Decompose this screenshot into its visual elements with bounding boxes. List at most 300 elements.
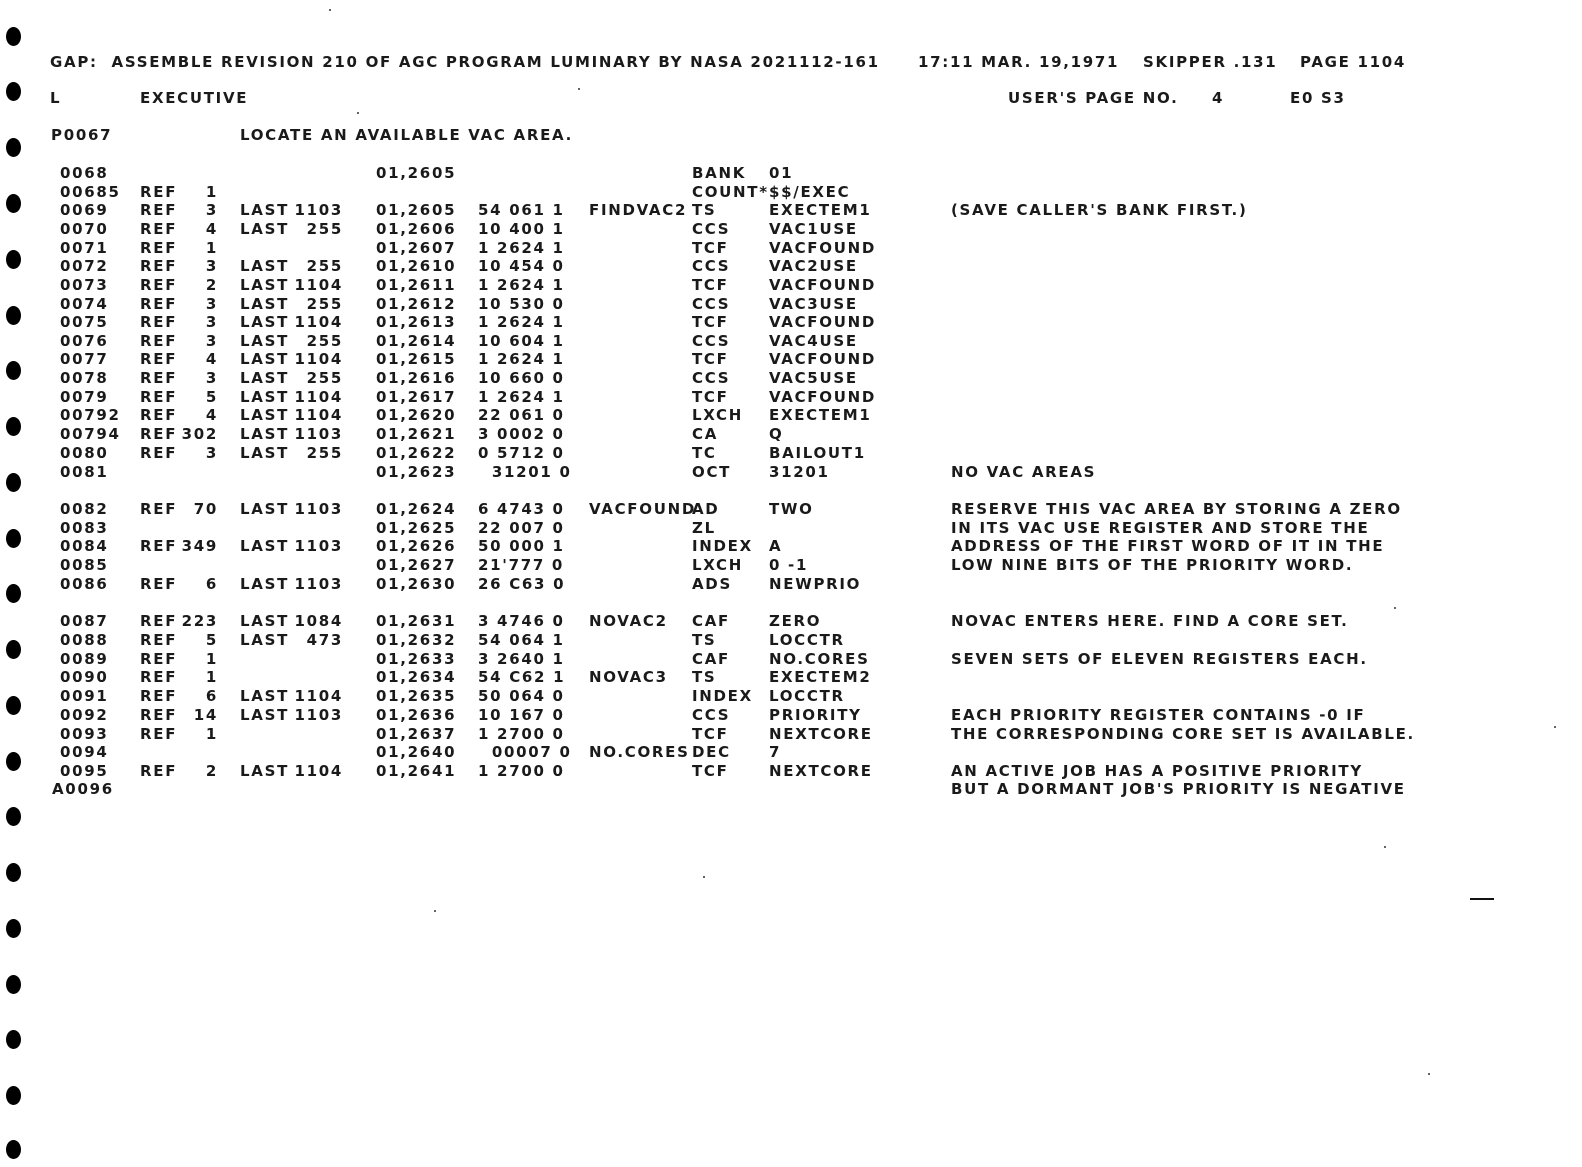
ref-marker: REF xyxy=(140,650,178,668)
ref-marker: REF xyxy=(140,444,178,462)
operand: VACFOUND xyxy=(769,350,876,368)
opcode: TC xyxy=(692,444,717,462)
opcode: AD xyxy=(692,500,720,518)
line-number: 0074 xyxy=(60,295,109,313)
operand: NO.CORES xyxy=(769,650,870,668)
punch-hole xyxy=(6,863,21,882)
last-page: 1103 xyxy=(294,425,343,443)
punch-hole xyxy=(6,82,21,101)
comment: NO VAC AREAS xyxy=(951,463,1097,481)
object-code: 1 2624 1 xyxy=(478,350,565,368)
object-code: 54 061 1 xyxy=(478,201,565,219)
last-page: 255 xyxy=(306,444,343,462)
ref-marker: REF xyxy=(140,220,178,238)
section-name: EXECUTIVE xyxy=(140,89,249,107)
address: 01,2613 xyxy=(376,313,457,331)
operand: TWO xyxy=(769,500,814,518)
scan-speck xyxy=(703,876,705,878)
comment: IN ITS VAC USE REGISTER AND STORE THE xyxy=(951,519,1370,537)
ref-count: 2 xyxy=(205,276,218,294)
ref-marker: REF xyxy=(140,183,178,201)
ref-count: 3 xyxy=(205,257,218,275)
last-page: 1104 xyxy=(294,388,343,406)
punch-hole xyxy=(6,696,21,715)
last-page: 1103 xyxy=(294,537,343,555)
address: 01,2605 xyxy=(376,164,457,182)
opcode: LXCH xyxy=(692,556,743,574)
heading-text: LOCATE AN AVAILABLE VAC AREA. xyxy=(240,126,574,144)
ref-marker: REF xyxy=(140,631,178,649)
last-marker: LAST xyxy=(240,631,290,649)
opcode: TCF xyxy=(692,239,729,257)
punch-hole xyxy=(6,640,21,659)
ref-marker: REF xyxy=(140,687,178,705)
users-page-label: USER'S PAGE NO. xyxy=(1008,89,1179,107)
address: 01,2627 xyxy=(376,556,457,574)
last-marker: LAST xyxy=(240,706,290,724)
opcode: TCF xyxy=(692,762,729,780)
punch-hole xyxy=(6,306,21,325)
last-marker: LAST xyxy=(240,500,290,518)
address: 01,2620 xyxy=(376,406,457,424)
line-number: 0070 xyxy=(60,220,109,238)
object-code: 3 2640 1 xyxy=(478,650,565,668)
last-marker: LAST xyxy=(240,575,290,593)
line-number: 0077 xyxy=(60,350,109,368)
ref-count: 223 xyxy=(181,612,218,630)
last-page: 255 xyxy=(306,220,343,238)
listing-title: GAP: ASSEMBLE REVISION 210 OF AGC PROGRAM LUMINARY BY NASA 2021112-161 xyxy=(50,53,880,71)
ref-marker: REF xyxy=(140,276,178,294)
line-number: 0080 xyxy=(60,444,109,462)
operand: EXECTEM2 xyxy=(769,668,872,686)
punch-hole xyxy=(6,807,21,826)
last-page: 1104 xyxy=(294,350,343,368)
last-marker: LAST xyxy=(240,369,290,387)
operand: VACFOUND xyxy=(769,388,876,406)
address: 01,2626 xyxy=(376,537,457,555)
last-marker: LAST xyxy=(240,332,290,350)
object-code: 10 454 0 xyxy=(478,257,565,275)
object-code: 3 0002 0 xyxy=(478,425,565,443)
last-marker: LAST xyxy=(240,406,290,424)
operand: VACFOUND xyxy=(769,239,876,257)
object-code: 1 2624 1 xyxy=(478,276,565,294)
last-page: 473 xyxy=(306,631,343,649)
object-code: 54 064 1 xyxy=(478,631,565,649)
ref-marker: REF xyxy=(140,332,178,350)
last-marker: LAST xyxy=(240,350,290,368)
last-marker: LAST xyxy=(240,257,290,275)
comment: LOW NINE BITS OF THE PRIORITY WORD. xyxy=(951,556,1354,574)
last-page: 1104 xyxy=(294,687,343,705)
last-page: 1104 xyxy=(294,762,343,780)
ref-count: 2 xyxy=(205,762,218,780)
line-number: 0088 xyxy=(60,631,109,649)
object-code: 10 530 0 xyxy=(478,295,565,313)
scan-speck xyxy=(1384,846,1386,848)
address: 01,2606 xyxy=(376,220,457,238)
opcode: TCF xyxy=(692,725,729,743)
last-page: 255 xyxy=(306,295,343,313)
punch-hole xyxy=(6,752,21,771)
ref-marker: REF xyxy=(140,500,178,518)
address: 01,2623 xyxy=(376,463,457,481)
punch-hole xyxy=(6,1086,21,1105)
opcode: OCT xyxy=(692,463,732,481)
punch-hole xyxy=(6,473,21,492)
line-number: 0084 xyxy=(60,537,109,555)
object-code: 00007 0 xyxy=(478,743,572,761)
opcode: TS xyxy=(692,201,717,219)
address: 01,2621 xyxy=(376,425,457,443)
scan-speck xyxy=(1428,1073,1430,1075)
address: 01,2617 xyxy=(376,388,457,406)
address: 01,2610 xyxy=(376,257,457,275)
opcode: ADS xyxy=(692,575,732,593)
line-number: 0081 xyxy=(60,463,109,481)
opcode: CCS xyxy=(692,257,731,275)
opcode: INDEX xyxy=(692,687,753,705)
last-page: 1104 xyxy=(294,313,343,331)
line-number: 0071 xyxy=(60,239,109,257)
operand: LOCCTR xyxy=(769,631,845,649)
object-code: 10 167 0 xyxy=(478,706,565,724)
last-page: 1103 xyxy=(294,706,343,724)
operand: 31201 xyxy=(769,463,830,481)
ref-count: 5 xyxy=(205,388,218,406)
ref-marker: REF xyxy=(140,725,178,743)
comment: BUT A DORMANT JOB'S PRIORITY IS NEGATIVE xyxy=(951,780,1406,798)
opcode: TCF xyxy=(692,388,729,406)
ref-count: 1 xyxy=(205,239,218,257)
ref-count: 4 xyxy=(205,406,218,424)
operand: BAILOUT1 xyxy=(769,444,866,462)
object-code: 1 2700 0 xyxy=(478,762,565,780)
line-number: 0086 xyxy=(60,575,109,593)
last-marker: LAST xyxy=(240,687,290,705)
page-number: PAGE 1104 xyxy=(1300,53,1407,71)
ref-count: 6 xyxy=(205,687,218,705)
ref-count: 3 xyxy=(205,369,218,387)
line-number: 0089 xyxy=(60,650,109,668)
ref-count: 3 xyxy=(205,313,218,331)
line-number: 0090 xyxy=(60,668,109,686)
opcode: CCS xyxy=(692,332,731,350)
opcode: CCS xyxy=(692,706,731,724)
last-marker: LAST xyxy=(240,220,290,238)
last-marker: LAST xyxy=(240,537,290,555)
symbol-label: FINDVAC2 xyxy=(589,201,688,219)
scan-speck xyxy=(578,88,580,90)
line-number: 00794 xyxy=(60,425,121,443)
operand: NEXTCORE xyxy=(769,725,873,743)
comment: (SAVE CALLER'S BANK FIRST.) xyxy=(951,201,1248,219)
last-marker: LAST xyxy=(240,444,290,462)
address: 01,2611 xyxy=(376,276,457,294)
line-number: 0068 xyxy=(60,164,109,182)
address: 01,2616 xyxy=(376,369,457,387)
ref-count: 3 xyxy=(205,444,218,462)
object-code: 10 604 1 xyxy=(478,332,565,350)
skipper-id: SKIPPER .131 xyxy=(1143,53,1278,71)
punch-hole xyxy=(6,361,21,380)
scan-speck xyxy=(357,112,359,114)
operand: $$/EXEC xyxy=(769,183,851,201)
ref-count: 302 xyxy=(181,425,218,443)
ref-marker: REF xyxy=(140,575,178,593)
opcode: COUNT* xyxy=(692,183,769,201)
operand: VACFOUND xyxy=(769,276,876,294)
line-number: 0092 xyxy=(60,706,109,724)
object-code: 22 061 0 xyxy=(478,406,565,424)
scan-speck xyxy=(1394,607,1396,609)
last-page: 1104 xyxy=(294,406,343,424)
ref-marker: REF xyxy=(140,257,178,275)
address: 01,2614 xyxy=(376,332,457,350)
line-number: 0083 xyxy=(60,519,109,537)
comment: THE CORRESPONDING CORE SET IS AVAILABLE. xyxy=(951,725,1415,743)
punch-hole xyxy=(6,975,21,994)
object-code: 1 2700 0 xyxy=(478,725,565,743)
punch-hole xyxy=(6,27,21,46)
object-code: 6 4743 0 xyxy=(478,500,565,518)
operand: LOCCTR xyxy=(769,687,845,705)
last-page: 1084 xyxy=(294,612,343,630)
ref-marker: REF xyxy=(140,239,178,257)
punch-hole xyxy=(6,1140,21,1159)
comment: EACH PRIORITY REGISTER CONTAINS -0 IF xyxy=(951,706,1366,724)
operand: VAC5USE xyxy=(769,369,858,387)
last-marker: LAST xyxy=(240,295,290,313)
listing-type: L xyxy=(50,89,62,107)
ref-marker: REF xyxy=(140,706,178,724)
operand: Q xyxy=(769,425,784,443)
last-marker: LAST xyxy=(240,388,290,406)
ref-count: 3 xyxy=(205,201,218,219)
object-code: 10 400 1 xyxy=(478,220,565,238)
last-page: 255 xyxy=(306,257,343,275)
scan-speck xyxy=(329,9,331,11)
ref-count: 5 xyxy=(205,631,218,649)
last-marker: LAST xyxy=(240,762,290,780)
comment: AN ACTIVE JOB HAS A POSITIVE PRIORITY xyxy=(951,762,1363,780)
symbol-label: NOVAC2 xyxy=(589,612,668,630)
opcode: LXCH xyxy=(692,406,743,424)
scan-mark xyxy=(1470,898,1494,900)
operand: ZERO xyxy=(769,612,822,630)
scan-speck xyxy=(434,910,436,912)
line-number: 0082 xyxy=(60,500,109,518)
operand: A xyxy=(769,537,783,555)
ref-marker: REF xyxy=(140,201,178,219)
object-code: 1 2624 1 xyxy=(478,313,565,331)
punch-hole xyxy=(6,919,21,938)
opcode: DEC xyxy=(692,743,731,761)
line-number: 0091 xyxy=(60,687,109,705)
address: 01,2633 xyxy=(376,650,457,668)
ref-marker: REF xyxy=(140,612,178,630)
users-page-number: 4 xyxy=(1212,89,1225,107)
line-number: 0073 xyxy=(60,276,109,294)
punch-hole xyxy=(6,250,21,269)
last-marker: LAST xyxy=(240,425,290,443)
last-page: 1103 xyxy=(294,500,343,518)
line-number: 00792 xyxy=(60,406,121,424)
ref-count: 1 xyxy=(205,183,218,201)
ref-count: 4 xyxy=(205,350,218,368)
ref-count: 349 xyxy=(181,537,218,555)
address: 01,2640 xyxy=(376,743,457,761)
operand: VACFOUND xyxy=(769,313,876,331)
opcode: BANK xyxy=(692,164,747,182)
comment: ADDRESS OF THE FIRST WORD OF IT IN THE xyxy=(951,537,1385,555)
opcode: ZL xyxy=(692,519,716,537)
object-code: 3 4746 0 xyxy=(478,612,565,630)
address: 01,2635 xyxy=(376,687,457,705)
line-number: A0096 xyxy=(52,780,114,798)
punch-hole xyxy=(6,417,21,436)
punch-hole xyxy=(6,138,21,157)
line-number: 0094 xyxy=(60,743,109,761)
operand: EXECTEM1 xyxy=(769,406,872,424)
opcode: CA xyxy=(692,425,719,443)
object-code: 21'777 0 xyxy=(478,556,565,574)
operand: PRIORITY xyxy=(769,706,862,724)
ref-count: 70 xyxy=(193,500,218,518)
object-code: 10 660 0 xyxy=(478,369,565,387)
opcode: CCS xyxy=(692,220,731,238)
ref-count: 1 xyxy=(205,668,218,686)
address: 01,2622 xyxy=(376,444,457,462)
opcode: INDEX xyxy=(692,537,753,555)
operand: 7 xyxy=(769,743,782,761)
ref-marker: REF xyxy=(140,295,178,313)
opcode: TS xyxy=(692,668,717,686)
line-number: 00685 xyxy=(60,183,121,201)
object-code: 0 5712 0 xyxy=(478,444,565,462)
operand: NEXTCORE xyxy=(769,762,873,780)
line-number: 0078 xyxy=(60,369,109,387)
line-number: 0087 xyxy=(60,612,109,630)
operand: NEWPRIO xyxy=(769,575,862,593)
object-code: 1 2624 1 xyxy=(478,388,565,406)
line-number: 0079 xyxy=(60,388,109,406)
opcode: TCF xyxy=(692,276,729,294)
punch-hole xyxy=(6,529,21,548)
opcode: CCS xyxy=(692,295,731,313)
heading-id: P0067 xyxy=(51,126,113,144)
punch-hole xyxy=(6,194,21,213)
ref-marker: REF xyxy=(140,369,178,387)
symbol-label: VACFOUND xyxy=(589,500,696,518)
line-number: 0069 xyxy=(60,201,109,219)
object-code: 50 064 0 xyxy=(478,687,565,705)
address: 01,2607 xyxy=(376,239,457,257)
comment: RESERVE THIS VAC AREA BY STORING A ZERO xyxy=(951,500,1402,518)
address: 01,2631 xyxy=(376,612,457,630)
line-number: 0075 xyxy=(60,313,109,331)
ref-marker: REF xyxy=(140,668,178,686)
opcode: CCS xyxy=(692,369,731,387)
operand: 0 -1 xyxy=(769,556,809,574)
comment: SEVEN SETS OF ELEVEN REGISTERS EACH. xyxy=(951,650,1368,668)
object-code: 50 000 1 xyxy=(478,537,565,555)
address: 01,2605 xyxy=(376,201,457,219)
object-code: 31201 0 xyxy=(478,463,572,481)
object-code: 54 C62 1 xyxy=(478,668,566,686)
operand: VAC3USE xyxy=(769,295,858,313)
line-number: 0093 xyxy=(60,725,109,743)
punch-hole xyxy=(6,1030,21,1049)
ref-count: 14 xyxy=(193,706,218,724)
address: 01,2615 xyxy=(376,350,457,368)
object-code: 22 007 0 xyxy=(478,519,565,537)
object-code: 26 C63 0 xyxy=(478,575,566,593)
opcode: CAF xyxy=(692,612,730,630)
eo-code: E0 S3 xyxy=(1290,89,1346,107)
last-marker: LAST xyxy=(240,276,290,294)
opcode: TCF xyxy=(692,313,729,331)
scan-speck xyxy=(1554,726,1556,728)
last-marker: LAST xyxy=(240,612,290,630)
ref-count: 1 xyxy=(205,725,218,743)
operand: VAC4USE xyxy=(769,332,858,350)
ref-marker: REF xyxy=(140,425,178,443)
last-page: 1103 xyxy=(294,201,343,219)
ref-count: 6 xyxy=(205,575,218,593)
operand: VAC2USE xyxy=(769,257,858,275)
address: 01,2634 xyxy=(376,668,457,686)
ref-count: 3 xyxy=(205,332,218,350)
address: 01,2625 xyxy=(376,519,457,537)
comment: NOVAC ENTERS HERE. FIND A CORE SET. xyxy=(951,612,1349,630)
line-number: 0072 xyxy=(60,257,109,275)
opcode: TCF xyxy=(692,350,729,368)
address: 01,2612 xyxy=(376,295,457,313)
punch-hole xyxy=(6,584,21,603)
ref-marker: REF xyxy=(140,762,178,780)
address: 01,2630 xyxy=(376,575,457,593)
assembly-datetime: 17:11 MAR. 19,1971 xyxy=(918,53,1120,71)
line-number: 0085 xyxy=(60,556,109,574)
ref-marker: REF xyxy=(140,406,178,424)
symbol-label: NOVAC3 xyxy=(589,668,668,686)
last-page: 255 xyxy=(306,369,343,387)
address: 01,2641 xyxy=(376,762,457,780)
address: 01,2636 xyxy=(376,706,457,724)
line-number: 0076 xyxy=(60,332,109,350)
last-page: 255 xyxy=(306,332,343,350)
operand: VAC1USE xyxy=(769,220,858,238)
address: 01,2632 xyxy=(376,631,457,649)
operand: EXECTEM1 xyxy=(769,201,872,219)
ref-marker: REF xyxy=(140,350,178,368)
ref-count: 3 xyxy=(205,295,218,313)
opcode: TS xyxy=(692,631,717,649)
opcode: CAF xyxy=(692,650,730,668)
ref-count: 4 xyxy=(205,220,218,238)
object-code: 1 2624 1 xyxy=(478,239,565,257)
ref-marker: REF xyxy=(140,537,178,555)
last-marker: LAST xyxy=(240,313,290,331)
ref-marker: REF xyxy=(140,313,178,331)
line-number: 0095 xyxy=(60,762,109,780)
symbol-label: NO.CORES xyxy=(589,743,690,761)
address: 01,2637 xyxy=(376,725,457,743)
last-page: 1104 xyxy=(294,276,343,294)
address: 01,2624 xyxy=(376,500,457,518)
